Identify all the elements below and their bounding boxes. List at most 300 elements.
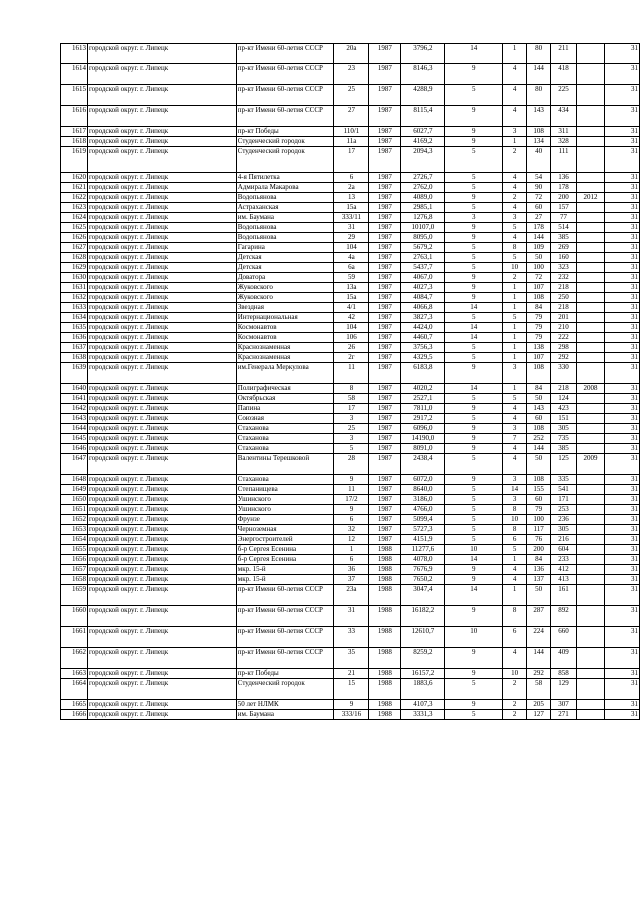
cell-street: пр-кт Имени 60-летия СССР [236, 64, 334, 85]
cell-house-number: 20а [334, 44, 369, 64]
cell-street: Гагарина [236, 243, 334, 253]
cell-apartments: 292 [527, 669, 551, 679]
cell-area: 4027,3 [401, 283, 445, 293]
cell-municipality: городской округ. г. Липецк [87, 545, 236, 555]
cell-repair-year [577, 343, 605, 353]
table-row [61, 44, 640, 64]
cell-row-number: 1654 [61, 535, 88, 545]
cell-municipality: городской округ. г. Липецк [87, 700, 236, 710]
cell-entrances: 4 [503, 233, 527, 243]
cell-house-number: 9 [334, 475, 369, 485]
table-row [61, 333, 640, 343]
cell-house-number: 15 [334, 679, 369, 700]
cell-row-number: 1628 [61, 253, 88, 263]
cell-area: 4169,2 [401, 137, 445, 147]
cell-house-number: 3 [334, 434, 369, 444]
cell-residents: 423 [551, 404, 577, 414]
cell-repair-year [577, 700, 605, 710]
cell-entrances: 2 [503, 147, 527, 173]
cell-code: 31 [604, 183, 639, 193]
cell-municipality: городской округ. г. Липецк [87, 363, 236, 384]
cell-repair-year [577, 233, 605, 243]
cell-house-number: 9 [334, 505, 369, 515]
cell-street: пр-кт Имени 60-летия СССР [236, 606, 334, 627]
cell-area: 7811,0 [401, 404, 445, 414]
cell-apartments: 178 [527, 223, 551, 233]
cell-apartments: 100 [527, 515, 551, 525]
cell-apartments: 205 [527, 700, 551, 710]
cell-year: 1987 [369, 85, 401, 106]
cell-apartments: 80 [527, 44, 551, 64]
cell-floors: 14 [445, 303, 503, 313]
cell-residents: 218 [551, 303, 577, 313]
cell-entrances: 8 [503, 525, 527, 535]
cell-entrances: 3 [503, 495, 527, 505]
cell-code: 31 [604, 454, 639, 475]
table-row [61, 575, 640, 585]
cell-row-number: 1616 [61, 106, 88, 127]
cell-street: Энергостроителей [236, 535, 334, 545]
cell-house-number: 23а [334, 585, 369, 606]
cell-floors: 14 [445, 333, 503, 343]
cell-street: Ушинского [236, 505, 334, 515]
cell-entrances: 4 [503, 203, 527, 213]
cell-residents: 201 [551, 313, 577, 323]
cell-year: 1987 [369, 233, 401, 243]
cell-floors: 14 [445, 555, 503, 565]
cell-area: 8095,0 [401, 233, 445, 243]
cell-house-number: 25 [334, 424, 369, 434]
cell-repair-year [577, 353, 605, 363]
cell-municipality: городской округ. г. Липецк [87, 454, 236, 475]
cell-floors: 9 [445, 575, 503, 585]
cell-municipality: городской округ. г. Липецк [87, 173, 236, 183]
cell-area: 6096,0 [401, 424, 445, 434]
cell-floors: 5 [445, 535, 503, 545]
cell-residents: 233 [551, 555, 577, 565]
cell-entrances: 4 [503, 414, 527, 424]
cell-code: 31 [604, 64, 639, 85]
cell-municipality: городской округ. г. Липецк [87, 263, 236, 273]
cell-municipality: городской округ. г. Липецк [87, 147, 236, 173]
cell-house-number: 9 [334, 700, 369, 710]
cell-year: 1987 [369, 515, 401, 525]
cell-house-number: 31 [334, 223, 369, 233]
cell-repair-year: 2009 [577, 454, 605, 475]
cell-residents: 211 [551, 44, 577, 64]
cell-row-number: 1648 [61, 475, 88, 485]
cell-area: 4107,3 [401, 700, 445, 710]
cell-repair-year [577, 183, 605, 193]
cell-house-number: 37 [334, 575, 369, 585]
cell-entrances: 1 [503, 283, 527, 293]
cell-house-number: 6 [334, 173, 369, 183]
cell-municipality: городской округ. г. Липецк [87, 606, 236, 627]
cell-area: 8259,2 [401, 648, 445, 669]
cell-municipality: городской округ. г. Липецк [87, 575, 236, 585]
cell-row-number: 1660 [61, 606, 88, 627]
cell-year: 1987 [369, 64, 401, 85]
table-row [61, 353, 640, 363]
cell-residents: 292 [551, 353, 577, 363]
cell-area: 6027,7 [401, 127, 445, 137]
cell-code: 31 [604, 648, 639, 669]
table-row [61, 263, 640, 273]
cell-apartments: 79 [527, 333, 551, 343]
cell-residents: 222 [551, 333, 577, 343]
cell-floors: 5 [445, 243, 503, 253]
cell-row-number: 1618 [61, 137, 88, 147]
table-row [61, 137, 640, 147]
cell-street: Водопьянова [236, 223, 334, 233]
cell-entrances: 8 [503, 505, 527, 515]
cell-municipality: городской округ. г. Липецк [87, 44, 236, 64]
cell-floors: 9 [445, 475, 503, 485]
cell-floors: 14 [445, 384, 503, 394]
cell-row-number: 1627 [61, 243, 88, 253]
cell-code: 31 [604, 669, 639, 679]
table-row [61, 273, 640, 283]
cell-row-number: 1643 [61, 414, 88, 424]
cell-repair-year [577, 565, 605, 575]
cell-floors: 9 [445, 648, 503, 669]
cell-entrances: 6 [503, 627, 527, 648]
table-row [61, 710, 640, 720]
cell-residents: 385 [551, 233, 577, 243]
cell-street: Жуковского [236, 283, 334, 293]
cell-code: 31 [604, 323, 639, 333]
table-row [61, 243, 640, 253]
cell-row-number: 1615 [61, 85, 88, 106]
cell-residents: 151 [551, 414, 577, 424]
cell-entrances: 1 [503, 137, 527, 147]
cell-area: 2762,0 [401, 183, 445, 193]
cell-street: пр-кт Имени 60-летия СССР [236, 44, 334, 64]
cell-area: 1883,6 [401, 679, 445, 700]
cell-municipality: городской округ. г. Липецк [87, 648, 236, 669]
cell-row-number: 1651 [61, 505, 88, 515]
cell-repair-year [577, 363, 605, 384]
table-row [61, 183, 640, 193]
cell-apartments: 127 [527, 710, 551, 720]
cell-house-number: 106 [334, 333, 369, 343]
table-row [61, 434, 640, 444]
cell-code: 31 [604, 273, 639, 283]
cell-area: 3827,3 [401, 313, 445, 323]
cell-area: 2527,1 [401, 394, 445, 404]
cell-street: пр-кт Имени 60-летия СССР [236, 585, 334, 606]
table-row [61, 233, 640, 243]
cell-entrances: 4 [503, 183, 527, 193]
cell-street: Звездная [236, 303, 334, 313]
cell-floors: 5 [445, 343, 503, 353]
cell-house-number: 13 [334, 193, 369, 203]
cell-residents: 892 [551, 606, 577, 627]
cell-repair-year [577, 64, 605, 85]
cell-house-number: 6а [334, 263, 369, 273]
cell-area: 3186,0 [401, 495, 445, 505]
cell-municipality: городской округ. г. Липецк [87, 137, 236, 147]
cell-entrances: 4 [503, 106, 527, 127]
cell-municipality: городской округ. г. Липецк [87, 203, 236, 213]
cell-apartments: 144 [527, 648, 551, 669]
cell-house-number: 23 [334, 64, 369, 85]
cell-area: 2094,3 [401, 147, 445, 173]
cell-code: 31 [604, 679, 639, 700]
cell-entrances: 1 [503, 293, 527, 303]
cell-code: 31 [604, 495, 639, 505]
cell-street: Степанищева [236, 485, 334, 495]
cell-year: 1988 [369, 627, 401, 648]
cell-residents: 225 [551, 85, 577, 106]
cell-repair-year [577, 485, 605, 495]
cell-code: 31 [604, 627, 639, 648]
table-row [61, 394, 640, 404]
cell-entrances: 2 [503, 679, 527, 700]
cell-house-number: 36 [334, 565, 369, 575]
cell-floors: 5 [445, 454, 503, 475]
cell-area: 16182,2 [401, 606, 445, 627]
cell-code: 31 [604, 203, 639, 213]
cell-code: 31 [604, 414, 639, 424]
cell-code: 31 [604, 710, 639, 720]
cell-floors: 5 [445, 525, 503, 535]
cell-entrances: 4 [503, 404, 527, 414]
cell-area: 5679,2 [401, 243, 445, 253]
cell-row-number: 1640 [61, 384, 88, 394]
cell-residents: 269 [551, 243, 577, 253]
cell-house-number: 333/11 [334, 213, 369, 223]
cell-apartments: 108 [527, 127, 551, 137]
cell-code: 31 [604, 575, 639, 585]
cell-street: Октябрьская [236, 394, 334, 404]
cell-house-number: 58 [334, 394, 369, 404]
cell-entrances: 1 [503, 303, 527, 313]
cell-year: 1988 [369, 710, 401, 720]
cell-municipality: городской округ. г. Липецк [87, 495, 236, 505]
cell-street: Жуковского [236, 293, 334, 303]
cell-residents: 77 [551, 213, 577, 223]
housing-table [60, 43, 640, 720]
cell-floors: 5 [445, 253, 503, 263]
cell-year: 1987 [369, 525, 401, 535]
cell-apartments: 144 [527, 444, 551, 454]
cell-house-number: 17 [334, 147, 369, 173]
cell-street: Космонавтов [236, 323, 334, 333]
cell-code: 31 [604, 253, 639, 263]
cell-residents: 541 [551, 485, 577, 495]
cell-year: 1987 [369, 353, 401, 363]
cell-code: 31 [604, 106, 639, 127]
cell-year: 1987 [369, 213, 401, 223]
cell-house-number: 3 [334, 414, 369, 424]
cell-residents: 161 [551, 585, 577, 606]
cell-area: 2917,2 [401, 414, 445, 424]
cell-row-number: 1632 [61, 293, 88, 303]
cell-entrances: 3 [503, 363, 527, 384]
cell-floors: 9 [445, 233, 503, 243]
cell-entrances: 4 [503, 648, 527, 669]
cell-residents: 160 [551, 253, 577, 263]
cell-municipality: городской округ. г. Липецк [87, 444, 236, 454]
cell-year: 1987 [369, 147, 401, 173]
table-row [61, 585, 640, 606]
cell-municipality: городской округ. г. Липецк [87, 323, 236, 333]
table-row [61, 323, 640, 333]
cell-year: 1987 [369, 203, 401, 213]
cell-street: Водопьянова [236, 233, 334, 243]
cell-code: 31 [604, 444, 639, 454]
cell-repair-year [577, 44, 605, 64]
cell-street: Полиграфическая [236, 384, 334, 394]
cell-entrances: 10 [503, 669, 527, 679]
cell-entrances: 5 [503, 313, 527, 323]
cell-street: Краснознаменная [236, 343, 334, 353]
cell-area: 6183,8 [401, 363, 445, 384]
cell-code: 31 [604, 555, 639, 565]
cell-row-number: 1634 [61, 313, 88, 323]
cell-area: 4329,5 [401, 353, 445, 363]
cell-house-number: 33 [334, 627, 369, 648]
cell-area: 4020,2 [401, 384, 445, 394]
cell-floors: 5 [445, 183, 503, 193]
cell-house-number: 6 [334, 515, 369, 525]
cell-street: им. Баумана [236, 710, 334, 720]
cell-entrances: 7 [503, 434, 527, 444]
cell-street: Черноземная [236, 525, 334, 535]
cell-street: 4-я Пятилетка [236, 173, 334, 183]
cell-code: 31 [604, 193, 639, 203]
cell-area: 8146,3 [401, 64, 445, 85]
cell-entrances: 1 [503, 333, 527, 343]
cell-year: 1987 [369, 434, 401, 444]
cell-year: 1987 [369, 263, 401, 273]
cell-year: 1987 [369, 106, 401, 127]
cell-repair-year [577, 147, 605, 173]
cell-row-number: 1629 [61, 263, 88, 273]
cell-repair-year [577, 253, 605, 263]
cell-code: 31 [604, 303, 639, 313]
cell-entrances: 1 [503, 323, 527, 333]
cell-house-number: 15а [334, 203, 369, 213]
cell-apartments: 60 [527, 414, 551, 424]
cell-year: 1987 [369, 505, 401, 515]
cell-entrances: 4 [503, 565, 527, 575]
cell-repair-year: 2008 [577, 384, 605, 394]
cell-code: 31 [604, 700, 639, 710]
cell-year: 1987 [369, 363, 401, 384]
cell-area: 6072,0 [401, 475, 445, 485]
cell-apartments: 144 [527, 64, 551, 85]
cell-apartments: 40 [527, 147, 551, 173]
cell-residents: 236 [551, 515, 577, 525]
cell-code: 31 [604, 263, 639, 273]
cell-municipality: городской округ. г. Липецк [87, 404, 236, 414]
cell-municipality: городской округ. г. Липецк [87, 384, 236, 394]
cell-code: 31 [604, 535, 639, 545]
cell-row-number: 1621 [61, 183, 88, 193]
cell-repair-year [577, 710, 605, 720]
table-row [61, 173, 640, 183]
cell-code: 31 [604, 313, 639, 323]
cell-municipality: городской округ. г. Липецк [87, 85, 236, 106]
cell-year: 1987 [369, 127, 401, 137]
cell-residents: 111 [551, 147, 577, 173]
cell-floors: 5 [445, 679, 503, 700]
cell-code: 31 [604, 434, 639, 444]
cell-apartments: 108 [527, 293, 551, 303]
cell-row-number: 1657 [61, 565, 88, 575]
cell-residents: 129 [551, 679, 577, 700]
cell-apartments: 60 [527, 495, 551, 505]
cell-repair-year [577, 223, 605, 233]
cell-floors: 9 [445, 363, 503, 384]
cell-apartments: 27 [527, 213, 551, 223]
cell-row-number: 1659 [61, 585, 88, 606]
cell-row-number: 1649 [61, 485, 88, 495]
table-row [61, 363, 640, 384]
cell-apartments: 84 [527, 555, 551, 565]
cell-row-number: 1620 [61, 173, 88, 183]
cell-street: Стаханова [236, 475, 334, 485]
cell-house-number: 29 [334, 233, 369, 243]
cell-house-number: 2а [334, 183, 369, 193]
cell-code: 31 [604, 343, 639, 353]
cell-house-number: 6 [334, 555, 369, 565]
cell-municipality: городской округ. г. Липецк [87, 233, 236, 243]
table-row [61, 700, 640, 710]
cell-code: 31 [604, 333, 639, 343]
cell-house-number: 59 [334, 273, 369, 283]
cell-code: 31 [604, 363, 639, 384]
cell-row-number: 1641 [61, 394, 88, 404]
cell-year: 1988 [369, 679, 401, 700]
cell-street: пр-кт Имени 60-летия СССР [236, 627, 334, 648]
cell-row-number: 1666 [61, 710, 88, 720]
cell-house-number: 13а [334, 283, 369, 293]
cell-code: 31 [604, 213, 639, 223]
cell-entrances: 4 [503, 64, 527, 85]
cell-repair-year: 2012 [577, 193, 605, 203]
cell-house-number: 17/2 [334, 495, 369, 505]
cell-year: 1988 [369, 669, 401, 679]
cell-floors: 9 [445, 293, 503, 303]
cell-floors: 14 [445, 585, 503, 606]
cell-municipality: городской округ. г. Липецк [87, 64, 236, 85]
cell-apartments: 143 [527, 106, 551, 127]
cell-code: 31 [604, 233, 639, 243]
cell-repair-year [577, 414, 605, 424]
cell-street: пр-кт Имени 60-летия СССР [236, 648, 334, 669]
cell-row-number: 1637 [61, 343, 88, 353]
cell-apartments: 50 [527, 394, 551, 404]
cell-entrances: 2 [503, 273, 527, 283]
cell-floors: 5 [445, 394, 503, 404]
table-row [61, 555, 640, 565]
cell-floors: 5 [445, 85, 503, 106]
table-row [61, 485, 640, 495]
cell-year: 1988 [369, 555, 401, 565]
cell-apartments: 224 [527, 627, 551, 648]
cell-year: 1988 [369, 575, 401, 585]
cell-apartments: 117 [527, 525, 551, 535]
cell-apartments: 79 [527, 323, 551, 333]
cell-repair-year [577, 173, 605, 183]
cell-area: 4766,0 [401, 505, 445, 515]
cell-row-number: 1622 [61, 193, 88, 203]
cell-area: 3331,3 [401, 710, 445, 720]
table-row [61, 64, 640, 85]
